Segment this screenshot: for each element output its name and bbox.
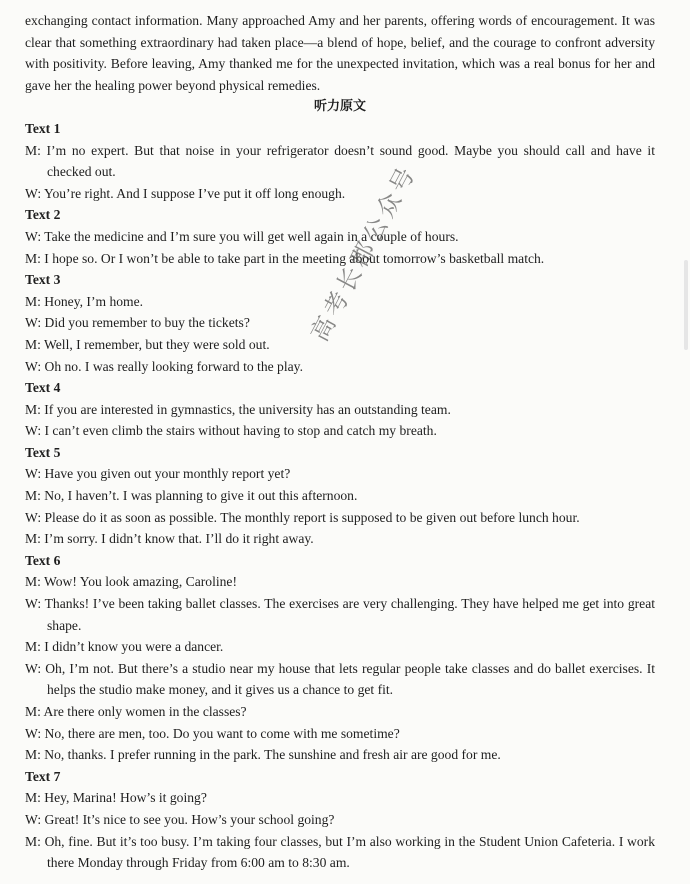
dialogue-line: W: Have you given out your monthly report yet? [25, 466, 291, 482]
text-label: Text 7 [25, 768, 61, 784]
dialogue-line: M: I hope so. Or I won’t be able to take part in the meeting about tomorrow’s basketball match. [25, 250, 545, 266]
text-2-section [25, 204, 655, 269]
dialogue-line: W: Did you remember to buy the tickets? [25, 315, 250, 331]
text-5-section [25, 442, 655, 550]
dialogue-line: W: Take the medicine and I’m sure you will get well again in a couple of hours. [25, 228, 459, 244]
text-label: Text 3 [25, 272, 61, 288]
dialogue-line: M: Hey, Marina! How’s it going? [25, 790, 207, 806]
dialogue-line: W: I can’t even climb the stairs without having to stop and catch my breath. [25, 423, 437, 439]
text-label: Text 5 [25, 444, 61, 460]
text-label: Text 6 [25, 552, 61, 568]
text-label: Text 4 [25, 380, 61, 396]
dialogue-line: M: I didn’t know you were a dancer. [25, 639, 224, 655]
intro-paragraph: exchanging contact information. Many approached Amy and her parents, offering words of encouragement. It was clear that something extraordinary had taken place—a blend of hope, belief, and the courage to confront adversity with positivity. Before leaving, Amy thanked me for the unexpected invitation, which was a real bonus for her and gave her the healing power beyond physical remedies. [25, 13, 655, 93]
document-page [25, 10, 655, 874]
text-3-section [25, 269, 655, 377]
dialogue-line: W: No, there are men, too. Do you want to come with me sometime? [25, 725, 400, 741]
text-label: Text 2 [25, 207, 61, 223]
text-7-section [25, 766, 655, 874]
dialogue-line: M: No, thanks. I prefer running in the park. The sunshine and fresh air are good for me. [25, 747, 501, 763]
dialogue-line: M: No, I haven’t. I was planning to give it out this afternoon. [25, 488, 358, 504]
dialogue-line: M: Well, I remember, but they were sold out. [25, 336, 270, 352]
dialogue-line: W: Great! It’s nice to see you. How’s your school going? [25, 811, 335, 827]
section-title: 听力原文 [313, 99, 366, 115]
text-6-section [25, 550, 655, 766]
dialogue-line: M: Wow! You look amazing, Caroline! [25, 574, 237, 590]
dialogue-line: W: Oh, I’m not. But there’s a studio near my house that lets regular people take classes and do ballet exercises. It helps the studio make money, and it gives us a chance to get fit. [25, 660, 655, 698]
text-4-section [25, 377, 655, 442]
dialogue-line: W: Oh no. I was really looking forward to the play. [25, 358, 303, 374]
dialogue-line: M: I’m sorry. I didn’t know that. I’ll do it right away. [25, 531, 314, 547]
dialogue-line: W: Thanks! I’ve been taking ballet classes. The exercises are very challenging. They have helped me get into great shape. [25, 596, 655, 633]
dialogue-line: M: Oh, fine. But it’s too busy. I’m taking four classes, but I’m also working in the Student Union Cafeteria. I work there Monday through Friday from 6:00 am to 8:30 am. [25, 833, 655, 871]
dialogue-line: M: Are there only women in the classes? [25, 704, 247, 719]
dialogue-line: W: You’re right. And I suppose I’ve put it off long enough. [25, 185, 346, 201]
dialogue-line: M: Honey, I’m home. [25, 293, 144, 309]
text-1-section [25, 118, 655, 204]
dialogue-line: W: Please do it as soon as possible. The monthly report is supposed to be given out before lunch hour. [25, 509, 580, 525]
scrollbar[interactable] [684, 260, 688, 350]
dialogue-line: M: I’m no expert. But that noise in your refrigerator doesn’t sound good. Maybe you should call and have it checked out. [25, 142, 655, 180]
watermark: 高考长郡公众号 [305, 159, 423, 346]
text-label: Text 1 [25, 120, 61, 136]
dialogue-line: M: If you are interested in gymnastics, the university has an outstanding team. [25, 401, 451, 417]
